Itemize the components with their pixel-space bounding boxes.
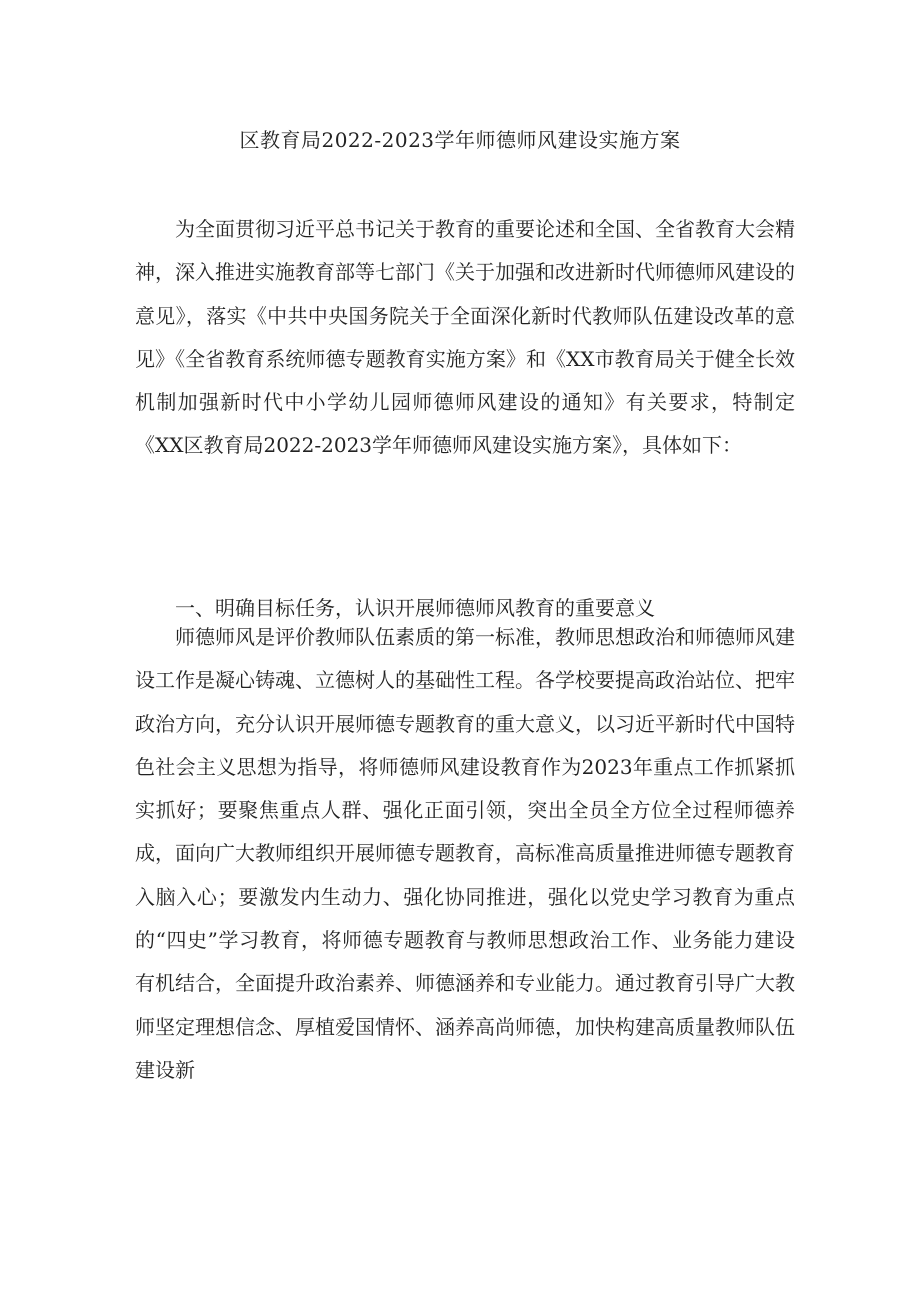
intro-paragraph: 为全面贯彻习近平总书记关于教育的重要论述和全国、全省教育大会精神，深入推进实施教育部等七部门《关于加强和改进新时代师德师风建设的意见》，落实《中共中央国务院关于全面深化新时代教师队伍建设改革的意见》《全省教育系统师德专题教育实施方案》和《XX市教育局关于健全长效机制加强新时代中小学幼儿园师德师风建设的通知》有关要求，特制定《XX区教育局2022-2023学年师德师风建设实施方案》，具体如下： (135, 217, 795, 458)
section-heading: 一、明确目标任务，认识开展师德师风教育的重要意义 (175, 596, 655, 620)
document-title: 区教育局2022-2023学年师德师风建设实施方案 (239, 128, 681, 152)
section-body-paragraph: 师德师风是评价教师队伍素质的第一标准，教师思想政治和师德师风建设工作是凝心铸魂、立德树人的基础性工程。各学校要提高政治站位、把牢政治方向，充分认识开展师德专题教育的重大意义，以习近平新时代中国特色社会主义思想为指导，将师德师风建设教育作为2023年重点工作抓紧抓实抓好；要聚焦重点人群、强化正面引领，突出全员全方位全过程师德养成，面向广大教师组织开展师德专题教育，高标准高质量推进师德专题教育入脑入心；要激发内生动力、强化协同推进，强化以党史学习教育为重点的“四史”学习教育，将师德专题教育与教师思想政治工作、业务能力建设有机结合，全面提升政治素养、师德涵养和专业能力。通过教育引导广大教师坚定理想信念、厚植爱国情怀、涵养高尚师德，加快构建高质量教师队伍建设新 (135, 625, 795, 1082)
